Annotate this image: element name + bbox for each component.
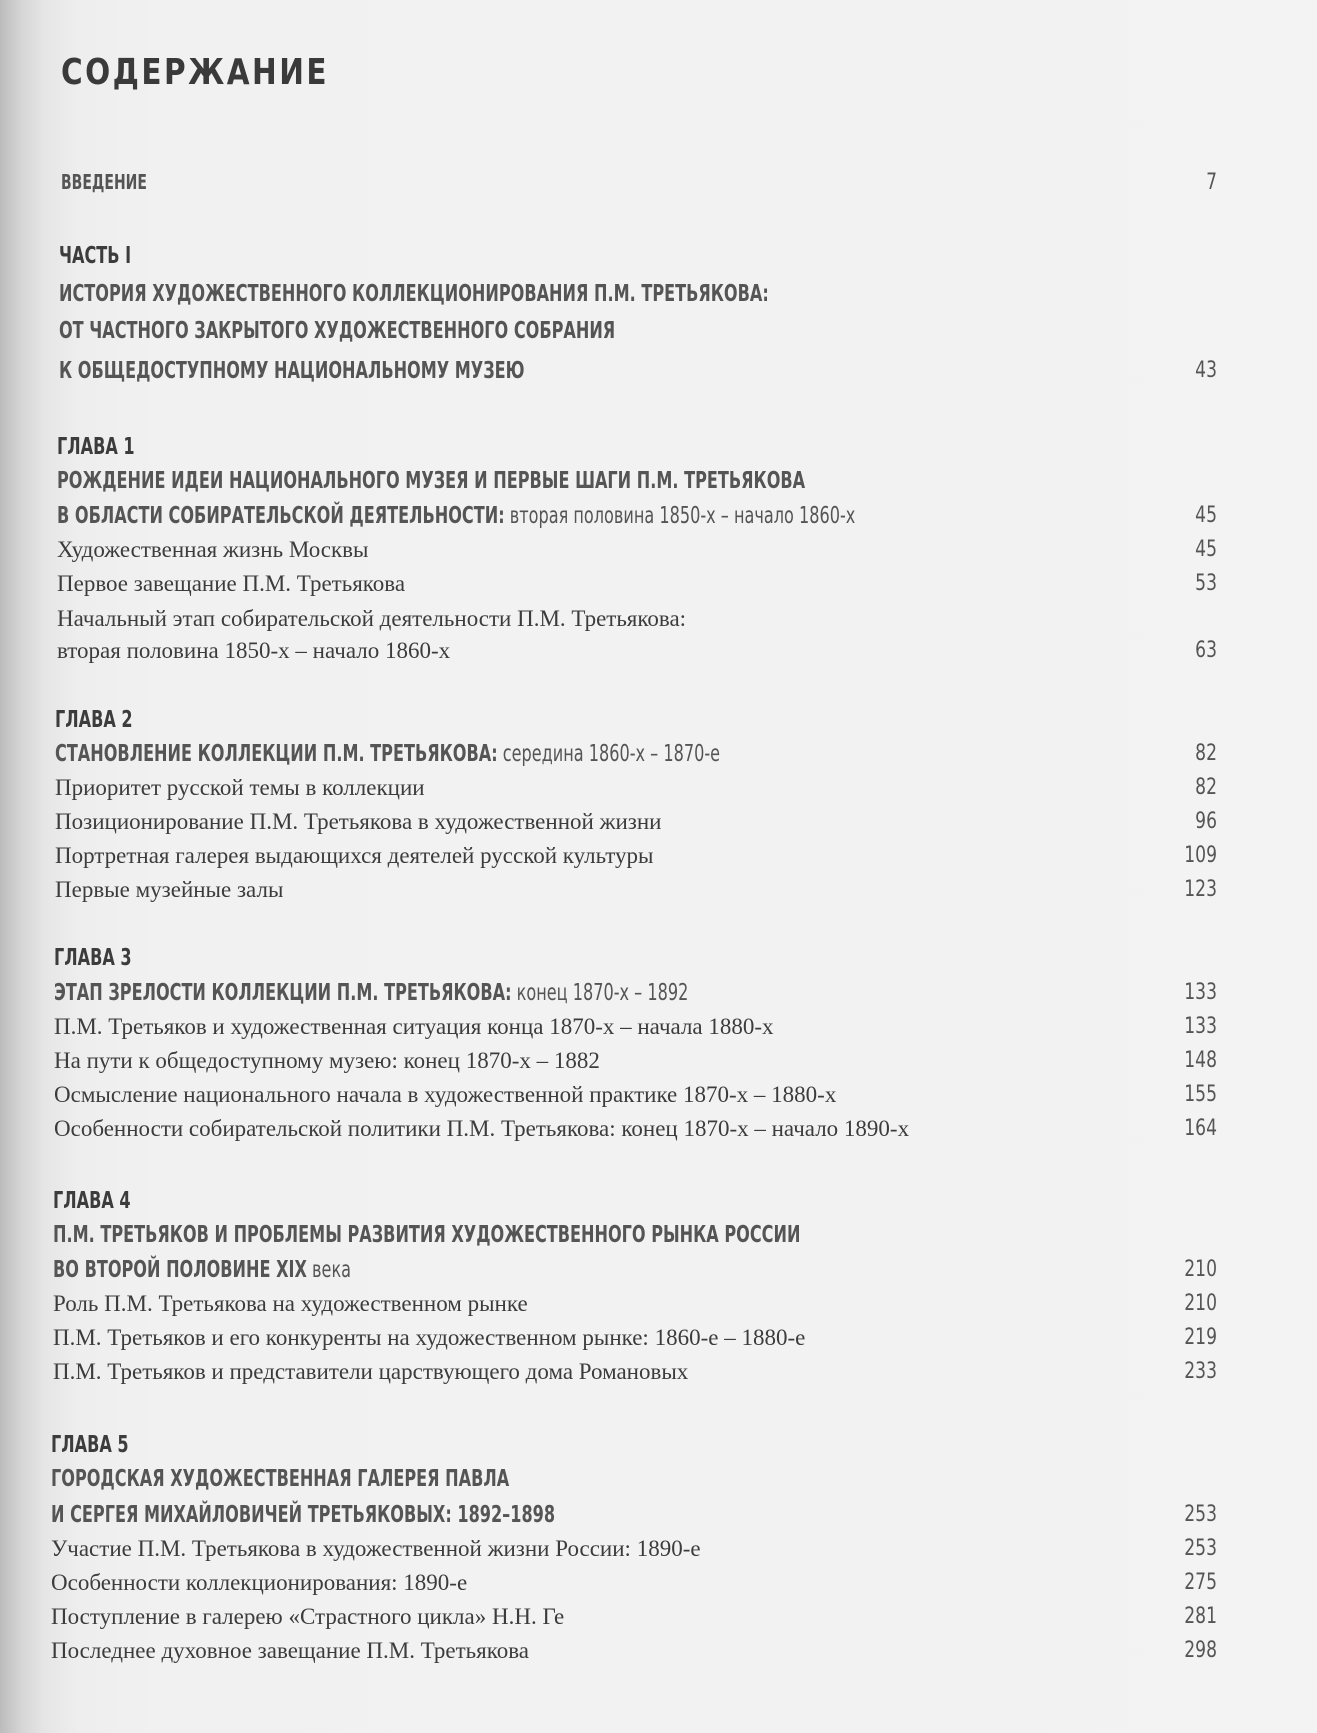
section-title: Роль П.М. Третьякова на художественном рынке — [53, 1291, 528, 1316]
part-label: ЧАСТЬ I — [59, 243, 132, 269]
section-title: Участие П.М. Третьякова в художественной жизни России: 1890-е — [51, 1536, 701, 1561]
chapter-title-line-row — [0, 503, 1317, 537]
chapter-label-row — [0, 945, 1317, 979]
section-title-row — [0, 1604, 1317, 1638]
chapter-title-line: СТАНОВЛЕНИЕ КОЛЛЕКЦИИ П.М. ТРЕТЬЯКОВА: середина 1860-х – 1870-е — [55, 741, 721, 767]
section-title: П.М. Третьяков и представители царствующего дома Романовых — [53, 1359, 689, 1384]
section-title: Художественная жизнь Москвы — [57, 537, 369, 562]
chapter-label: ГЛАВА 1 — [57, 434, 135, 460]
section-title: Первое завещание П.М. Третьякова — [57, 571, 406, 596]
part-label-row — [0, 243, 1317, 277]
part-title-line: ОТ ЧАСТНОГО ЗАКРЫТОГО ХУДОЖЕСТВЕННОГО СОБРАНИЯ — [59, 318, 616, 344]
section-page-number: 155 — [1184, 1082, 1217, 1107]
section-title-row — [0, 1291, 1317, 1325]
part-title-line: ИСТОРИЯ ХУДОЖЕСТВЕННОГО КОЛЛЕКЦИОНИРОВАНИЯ П.М. ТРЕТЬЯКОВА: — [59, 281, 769, 307]
section-page-number: 63 — [1195, 638, 1217, 663]
section-title: Приоритет русской темы в коллекции — [55, 775, 425, 800]
section-title-row — [0, 843, 1317, 877]
chapter-label-row — [0, 434, 1317, 468]
section-page-number: 45 — [1195, 537, 1217, 562]
section-title-row — [0, 775, 1317, 809]
section-page-number: 164 — [1184, 1116, 1217, 1141]
section-title: Осмысление национального начала в художественной практике 1870-х – 1880-х — [54, 1082, 837, 1107]
chapter-title-line-row — [0, 1502, 1317, 1536]
chapter-title-line-suffix: середина 1860-х – 1870-е — [497, 741, 721, 767]
chapter-title-line: В ОБЛАСТИ СОБИРАТЕЛЬСКОЙ ДЕЯТЕЛЬНОСТИ: вторая половина 1850-х – начало 1860-х — [57, 503, 856, 529]
intro-page-number: 7 — [1206, 170, 1217, 195]
chapter-title-line-row — [0, 980, 1317, 1014]
section-title: Поступление в галерею «Страстного цикла» Н.Н. Ге — [51, 1604, 565, 1629]
chapter-page-number: 253 — [1184, 1502, 1217, 1527]
section-title-row — [0, 1570, 1317, 1604]
section-page-number: 233 — [1184, 1359, 1217, 1384]
page-title: СОДЕРЖАНИЕ — [61, 52, 330, 93]
section-title-row — [0, 1638, 1317, 1672]
section-title-row — [0, 809, 1317, 843]
section-page-number: 96 — [1195, 809, 1217, 834]
section-page-number: 109 — [1184, 843, 1217, 868]
section-page-number: 133 — [1184, 1014, 1217, 1039]
section-title-row — [0, 638, 1317, 672]
chapter-label-row — [0, 1432, 1317, 1466]
section-title: На пути к общедоступному музею: конец 1870-х – 1882 — [54, 1048, 600, 1073]
section-page-number: 219 — [1184, 1325, 1217, 1350]
intro-label-row — [0, 170, 1317, 204]
chapter-page-number: 210 — [1184, 1257, 1217, 1282]
section-page-number: 53 — [1195, 571, 1217, 596]
chapter-page-number: 82 — [1195, 741, 1217, 766]
chapter-label-row — [0, 707, 1317, 741]
section-title: Особенности собирательской политики П.М. Третьякова: конец 1870-х – начало 1890-х — [54, 1116, 910, 1141]
chapter-title-line: ГОРОДСКАЯ ХУДОЖЕСТВЕННАЯ ГАЛЕРЕЯ ПАВЛА — [51, 1466, 510, 1492]
chapter-title-line-row — [0, 741, 1317, 775]
section-title: Особенности коллекционирования: 1890-е — [51, 1570, 468, 1595]
section-title: Портретная галерея выдающихся деятелей русской культуры — [55, 843, 654, 868]
chapter-title-line: РОЖДЕНИЕ ИДЕИ НАЦИОНАЛЬНОГО МУЗЕЯ И ПЕРВЫЕ ШАГИ П.М. ТРЕТЬЯКОВА — [57, 468, 806, 494]
chapter-label: ГЛАВА 2 — [55, 707, 133, 733]
chapter-page-number: 133 — [1184, 980, 1217, 1005]
section-title: Позиционирование П.М. Третьякова в художественной жизни — [55, 809, 662, 834]
chapter-title-line: И СЕРГЕЯ МИХАЙЛОВИЧЕЙ ТРЕТЬЯКОВЫХ: 1892–1898 — [51, 1502, 556, 1528]
section-title-row — [0, 1359, 1317, 1393]
chapter-page-number: 45 — [1195, 503, 1217, 528]
section-title: Начальный этап собирательской деятельности П.М. Третьякова: — [57, 606, 687, 631]
chapter-title-line-suffix: конец 1870-х – 1892 — [511, 980, 689, 1006]
intro-label: ВВЕДЕНИЕ — [61, 170, 147, 194]
section-title-row — [0, 1082, 1317, 1116]
section-page-number: 82 — [1195, 775, 1217, 800]
section-title-row — [0, 606, 1317, 640]
section-title: П.М. Третьяков и его конкуренты на художественном рынке: 1860-е – 1880-е — [53, 1325, 806, 1350]
chapter-label: ГЛАВА 3 — [54, 945, 132, 971]
section-title: Последнее духовное завещание П.М. Третьякова — [51, 1638, 529, 1663]
chapter-title-line-suffix: века — [306, 1257, 352, 1283]
chapter-title-line-row — [0, 1466, 1317, 1500]
section-title-row — [0, 1325, 1317, 1359]
section-title-row — [0, 1116, 1317, 1150]
section-title-row — [0, 1014, 1317, 1048]
section-page-number: 210 — [1184, 1291, 1217, 1316]
section-page-number: 123 — [1184, 877, 1217, 902]
part-title-line-row — [0, 281, 1317, 315]
section-title-row — [0, 1048, 1317, 1082]
chapter-title-line-row — [0, 1257, 1317, 1291]
chapter-title-line-row — [0, 1222, 1317, 1256]
part-title-line: К ОБЩЕДОСТУПНОМУ НАЦИОНАЛЬНОМУ МУЗЕЮ — [59, 358, 525, 384]
section-page-number: 298 — [1184, 1638, 1217, 1663]
chapter-title-line-row — [0, 468, 1317, 502]
part-page-number: 43 — [1195, 358, 1217, 383]
chapter-title-line: ВО ВТОРОЙ ПОЛОВИНЕ XIX века — [53, 1257, 352, 1283]
chapter-label-row — [0, 1188, 1317, 1222]
part-title-line-row — [0, 318, 1317, 352]
chapter-label: ГЛАВА 4 — [53, 1188, 131, 1214]
section-title: Первые музейные залы — [55, 877, 284, 902]
chapter-title-line-suffix: вторая половина 1850-х – начало 1860-х — [504, 503, 856, 529]
section-title: вторая половина 1850-х – начало 1860-х — [57, 638, 451, 663]
chapter-label: ГЛАВА 5 — [51, 1432, 129, 1458]
section-title-row — [0, 877, 1317, 911]
section-page-number: 148 — [1184, 1048, 1217, 1073]
section-title-row — [0, 571, 1317, 605]
section-title: П.М. Третьяков и художественная ситуация конца 1870-х – начала 1880-х — [54, 1014, 774, 1039]
chapter-title-line: П.М. ТРЕТЬЯКОВ И ПРОБЛЕМЫ РАЗВИТИЯ ХУДОЖЕСТВЕННОГО РЫНКА РОССИИ — [53, 1222, 801, 1248]
section-title-row — [0, 1536, 1317, 1570]
part-title-line-row — [0, 358, 1317, 392]
section-title-row — [0, 537, 1317, 571]
section-page-number: 275 — [1184, 1570, 1217, 1595]
chapter-title-line: ЭТАП ЗРЕЛОСТИ КОЛЛЕКЦИИ П.М. ТРЕТЬЯКОВА: конец 1870-х – 1892 — [54, 980, 689, 1006]
section-page-number: 281 — [1184, 1604, 1217, 1629]
section-page-number: 253 — [1184, 1536, 1217, 1561]
